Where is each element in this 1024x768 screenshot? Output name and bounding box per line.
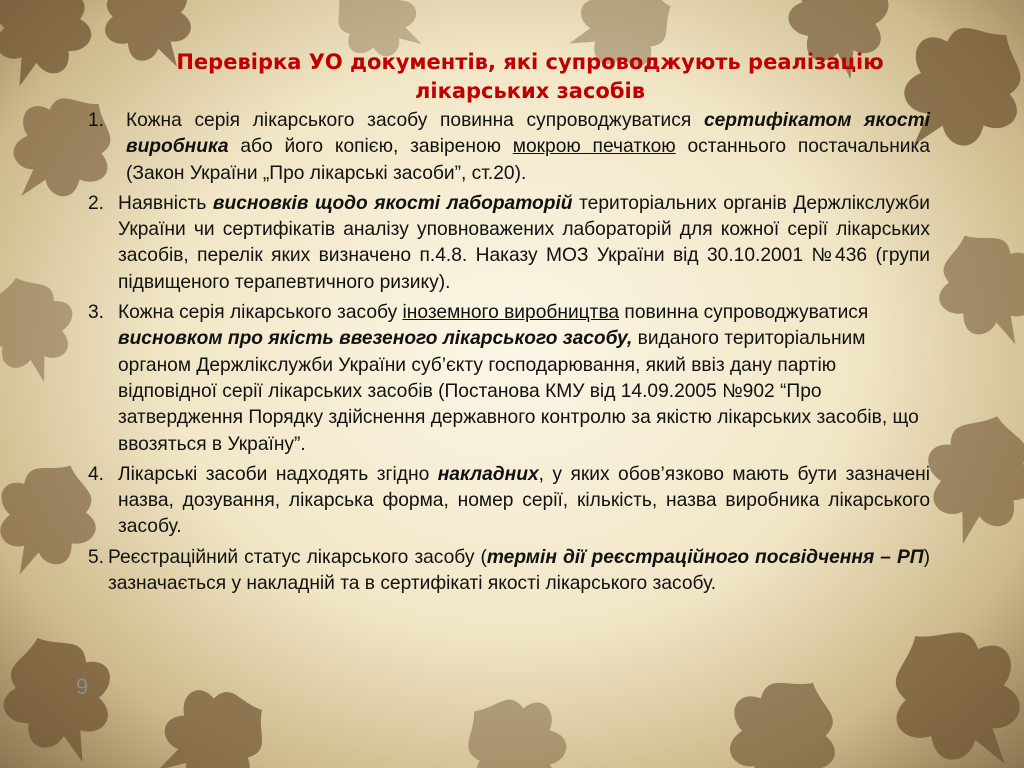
item-number: 5.	[88, 546, 105, 568]
leaf-icon	[442, 673, 599, 768]
list-item	[88, 545, 930, 598]
item-emphasis: висновків щодо якості лабораторій	[212, 192, 573, 214]
leaf-icon	[919, 214, 1024, 365]
item-number: 4.	[88, 463, 105, 485]
item-text: Наявність	[118, 192, 213, 214]
item-emphasis: накладних	[437, 463, 539, 485]
item-emphasis: висновком про якість ввезеного лікарського засобу,	[118, 328, 633, 350]
item-text: Лікарські засоби надходять згідно	[118, 463, 438, 485]
item-number: 3.	[88, 302, 105, 324]
page-number: 9	[76, 674, 89, 699]
item-text: територіальних органів Держлікслужби України чи сертифікатів аналізу уповноважених лабораторій для кожної серії лікарських засобів, перелік яких визначено п.4.8. Наказу МОЗ України від 30.10.2001 №436 (групи підвищеного терапевтичного ризику).	[118, 192, 930, 293]
slide-title: Перевірка УО документів, які супроводжують реалізацію лікарських засобів	[176, 50, 884, 103]
item-number: 2.	[88, 192, 105, 214]
item-text: ) зазначається у накладній та в сертифікаті якості лікарського засобу.	[108, 546, 930, 595]
item-text: останнього постачальника (Закон України „Про лікарські засоби”, ст.20).	[126, 136, 931, 184]
leaf-icon	[699, 655, 861, 768]
list-item	[88, 462, 930, 541]
content-list	[88, 108, 930, 601]
item-emphasis: термін дії реєстраційного посвідчення – РП	[486, 546, 924, 568]
item-text: , у яких обов’язково мають бути зазначені назва, дозування, лікарська форма, номер серії, кількість, назва виробника лікарського засобу.	[118, 463, 930, 538]
leaf-icon	[0, 619, 135, 768]
list-item	[88, 300, 930, 458]
item-text: Кожна серія лікарського засобу	[118, 302, 403, 324]
leaf-icon	[861, 598, 1024, 768]
item-text: або його копією, завіреною	[228, 136, 513, 158]
leaf-icon	[133, 666, 287, 768]
item-underline: мокрою печаткою	[512, 136, 676, 158]
leaf-icon	[0, 0, 108, 104]
item-text: Реєстраційний статус лікарського засобу (	[108, 546, 487, 568]
leaf-icon	[0, 266, 88, 394]
item-text: повинна супроводжуватися	[619, 302, 869, 324]
item-text: виданого територіальним органом Держлікслужби України суб’єкту господарювання, який ввіз дану партію відповідної серії лікарських засобів (Постанова КМУ від 14.09.2005 №902 “Про затвердження Порядку здійснення державного контролю за якістю лікарських засобів, що ввозяться в Україну”.	[118, 328, 919, 455]
item-number: 1.	[88, 110, 105, 131]
list-item	[88, 108, 930, 187]
item-text: Кожна серія лікарського засобу повинна супроводжуватися	[126, 110, 704, 131]
list-item	[88, 191, 930, 296]
item-underline: іноземного виробництва	[402, 302, 620, 324]
item-emphasis: сертифікатом якості виробника	[126, 110, 930, 158]
